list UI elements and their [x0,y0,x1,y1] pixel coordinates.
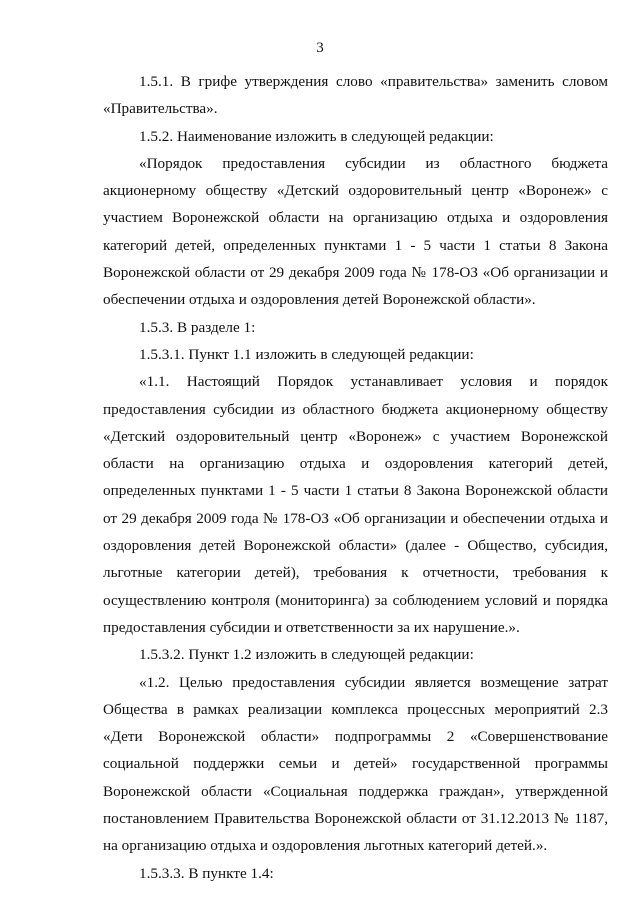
text-line: оздоровления детей Воронежской области» (далее - Общество, субсидия, [103,537,608,555]
text-line: 1.5.2. Наименование изложить в следующей редакции: [139,127,494,145]
text-line: льготные категории детей), требования к отчетности, требования к [103,564,608,582]
paragraph-clause-1-1 [103,368,608,641]
text-line: постановлением Правительства Воронежской области от 31.12.2013 № 1187, [103,810,608,828]
text-line: категорий детей, определенных пунктами 1 - 5 части 1 статьи 8 Закона [103,236,608,254]
text-line: социальной поддержки семьи и детей» государственной программы [103,755,608,773]
paragraph-clause-1-2 [103,669,608,860]
text-line: «Правительства». [103,100,218,118]
paragraph-1-5-3 [103,314,608,341]
text-line: области на организацию отдыха и оздоровления категорий детей, [103,455,608,473]
text-line: предоставления субсидии из областного бюджета акционерному обществу [103,400,608,418]
text-line: от 29 декабря 2009 года № 178-ОЗ «Об организации и обеспечении отдыха и [103,509,608,527]
paragraph-new-title [103,150,608,314]
text-line: Воронежской области от 29 декабря 2009 года № 178-ОЗ «Об организации и [103,264,608,282]
paragraph-1-5-3-2 [103,641,608,668]
paragraph-1-5-2 [103,123,608,150]
text-line: участием Воронежской области на организацию отдыха и оздоровления [103,209,608,227]
page-number: 3 [316,40,324,56]
text-line: «1.2. Целью предоставления субсидии является возмещение затрат [139,673,608,691]
text-line: Воронежской области «Социальная поддержка граждан», утвержденной [103,782,608,800]
paragraph-1-5-3-1 [103,341,608,368]
text-line: 1.5.3.1. Пункт 1.1 изложить в следующей редакции: [139,345,474,363]
document-body [103,68,608,887]
paragraph-1-5-1 [103,68,608,123]
text-line: «Порядок предоставления субсидии из областного бюджета [139,154,608,172]
text-line: акционерному обществу «Детский оздоровительный центр «Воронеж» с [103,182,608,200]
text-line: на организацию отдыха и оздоровления льготных категорий детей.». [103,837,548,855]
text-line: обеспечении отдыха и оздоровления детей Воронежской области». [103,291,536,309]
text-line: предоставления субсидии и ответственности за их нарушение.». [103,618,520,636]
paragraph-1-5-3-3 [103,860,608,887]
text-line: Общества в рамках реализации комплекса процессных мероприятий 2.3 [103,700,608,718]
text-line: 1.5.1. В грифе утверждения слово «правительства» заменить словом [139,73,608,90]
text-line: осуществлению контроля (мониторинга) за соблюдением условий и порядка [103,591,608,609]
text-line: «Детский оздоровительный центр «Воронеж» с участием Воронежской [103,427,608,445]
text-line: «1.1. Настоящий Порядок устанавливает условия и порядок [139,373,608,391]
text-line: 1.5.3.2. Пункт 1.2 изложить в следующей редакции: [139,646,474,664]
text-line: 1.5.3. В разделе 1: [139,318,256,336]
text-line: определенных пунктами 1 - 5 части 1 статьи 8 Закона Воронежской области [103,482,608,500]
text-line: 1.5.3.3. В пункте 1.4: [139,864,274,882]
text-line: «Дети Воронежской области» подпрограммы 2 «Совершенствование [103,728,608,746]
